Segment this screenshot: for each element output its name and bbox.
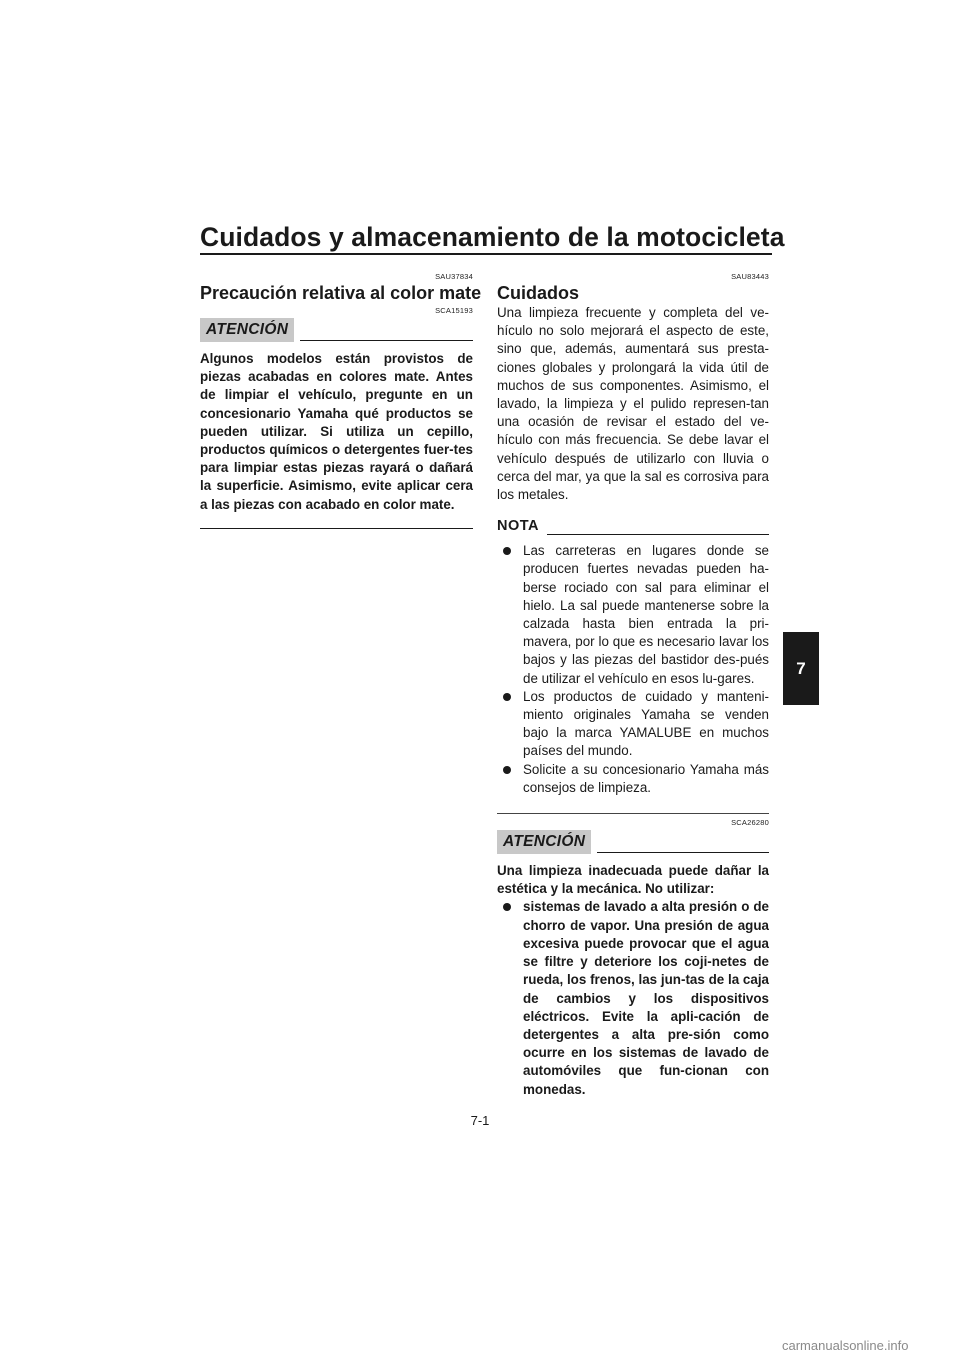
list-item: sistemas de lavado a alta presión o de chorro de vapor. Una presión de agua excesiva puede provocar que el agua se filtre y deteriore los coji-netes de rueda, los frenos, las jun-tas de la caja de cambios y los dispositivos eléctricos. Evite la apli-cación de detergentes a alta pre-sión como ocurre en los sistemas de lavado de automóviles que fun-cionan con monedas. <box>501 898 769 1098</box>
chapter-tab: 7 <box>783 632 819 705</box>
right-column <box>497 272 769 1099</box>
caution-ref-code: SCA15193 <box>435 306 473 315</box>
caution-header <box>497 830 769 856</box>
page-title: Cuidados y almacenamiento de la motocicleta <box>200 222 785 252</box>
caution-header <box>200 318 473 344</box>
watermark: carmanualsonline.info <box>782 1338 909 1353</box>
note-header <box>497 516 769 538</box>
left-column <box>200 272 482 529</box>
bullet-icon <box>503 547 511 555</box>
list-item: Solicite a su concesionario Yamaha más consejos de limpieza. <box>501 761 769 797</box>
caution-rule <box>300 340 473 341</box>
caution-label: ATENCIÓN <box>200 318 294 342</box>
caution-ref-code: SCA26280 <box>731 818 769 828</box>
note-label: NOTA <box>497 518 540 535</box>
section-title-cuidados: Cuidados <box>497 283 580 303</box>
page-number: 7-1 <box>470 1113 490 1128</box>
list-item: Las carreteras en lugares donde se producen fuertes nevadas pueden ha-berse rociado con sal para eliminar el hielo. La sal puede mantenerse sobre la calzada hasta bien entrada la pri-mavera, por lo que es necesario lavar los bajos y las piezas del bastidor des-pués de utilizar el vehículo en esos lu-gares. <box>501 542 769 688</box>
caution-end-rule <box>200 528 473 529</box>
note-list <box>497 542 769 797</box>
title-rule <box>200 253 772 255</box>
note-end-rule <box>497 813 769 814</box>
section-ref-code: SAU83443 <box>731 272 769 281</box>
list-item: Los productos de cuidado y manteni-miento originales Yamaha se venden bajo la marca YAMALUBE en muchos países del mundo. <box>501 688 769 761</box>
caution-intro: Una limpieza inadecuada puede dañar la estética y la mecánica. No utilizar: <box>497 863 769 897</box>
caution-text: Algunos modelos están provistos de piezas acabadas en colores mate. Antes de limpiar el vehículo, pregunte en un concesionario Yamaha qué productos se pueden utilizar. Si utiliza un cepillo, productos químicos o detergentes fuer-tes para limpiar estas piezas rayará o dañará la superficie. Asimismo, evite aplicar cera a las piezas con acabado en color mate. <box>200 351 473 512</box>
section-ref-code: SAU37834 <box>435 272 473 281</box>
intro-paragraph: Una limpieza frecuente y completa del ve-hículo no solo mejorará el aspecto de este, sino que, además, aumentará sus presta-ciones globales y prolongará la vida útil de muchos de sus componentes. Asimismo, el lavado, la limpieza y el pulido represen-tan una ocasión de revisar el estado del ve-hículo con más frecuencia. Se debe lavar el vehículo después de utilizarlo con lluvia o cerca del mar, ya que la sal es corrosiva para los metales. <box>497 305 769 503</box>
caution-rule <box>597 852 769 853</box>
bullet-icon <box>503 903 511 911</box>
caution-label: ATENCIÓN <box>497 830 591 854</box>
bullet-icon <box>503 693 511 701</box>
bullet-icon <box>503 766 511 774</box>
caution-list <box>497 898 769 1098</box>
section-title-color-mate: Precaución relativa al color mate <box>200 283 482 303</box>
note-rule <box>547 534 769 535</box>
